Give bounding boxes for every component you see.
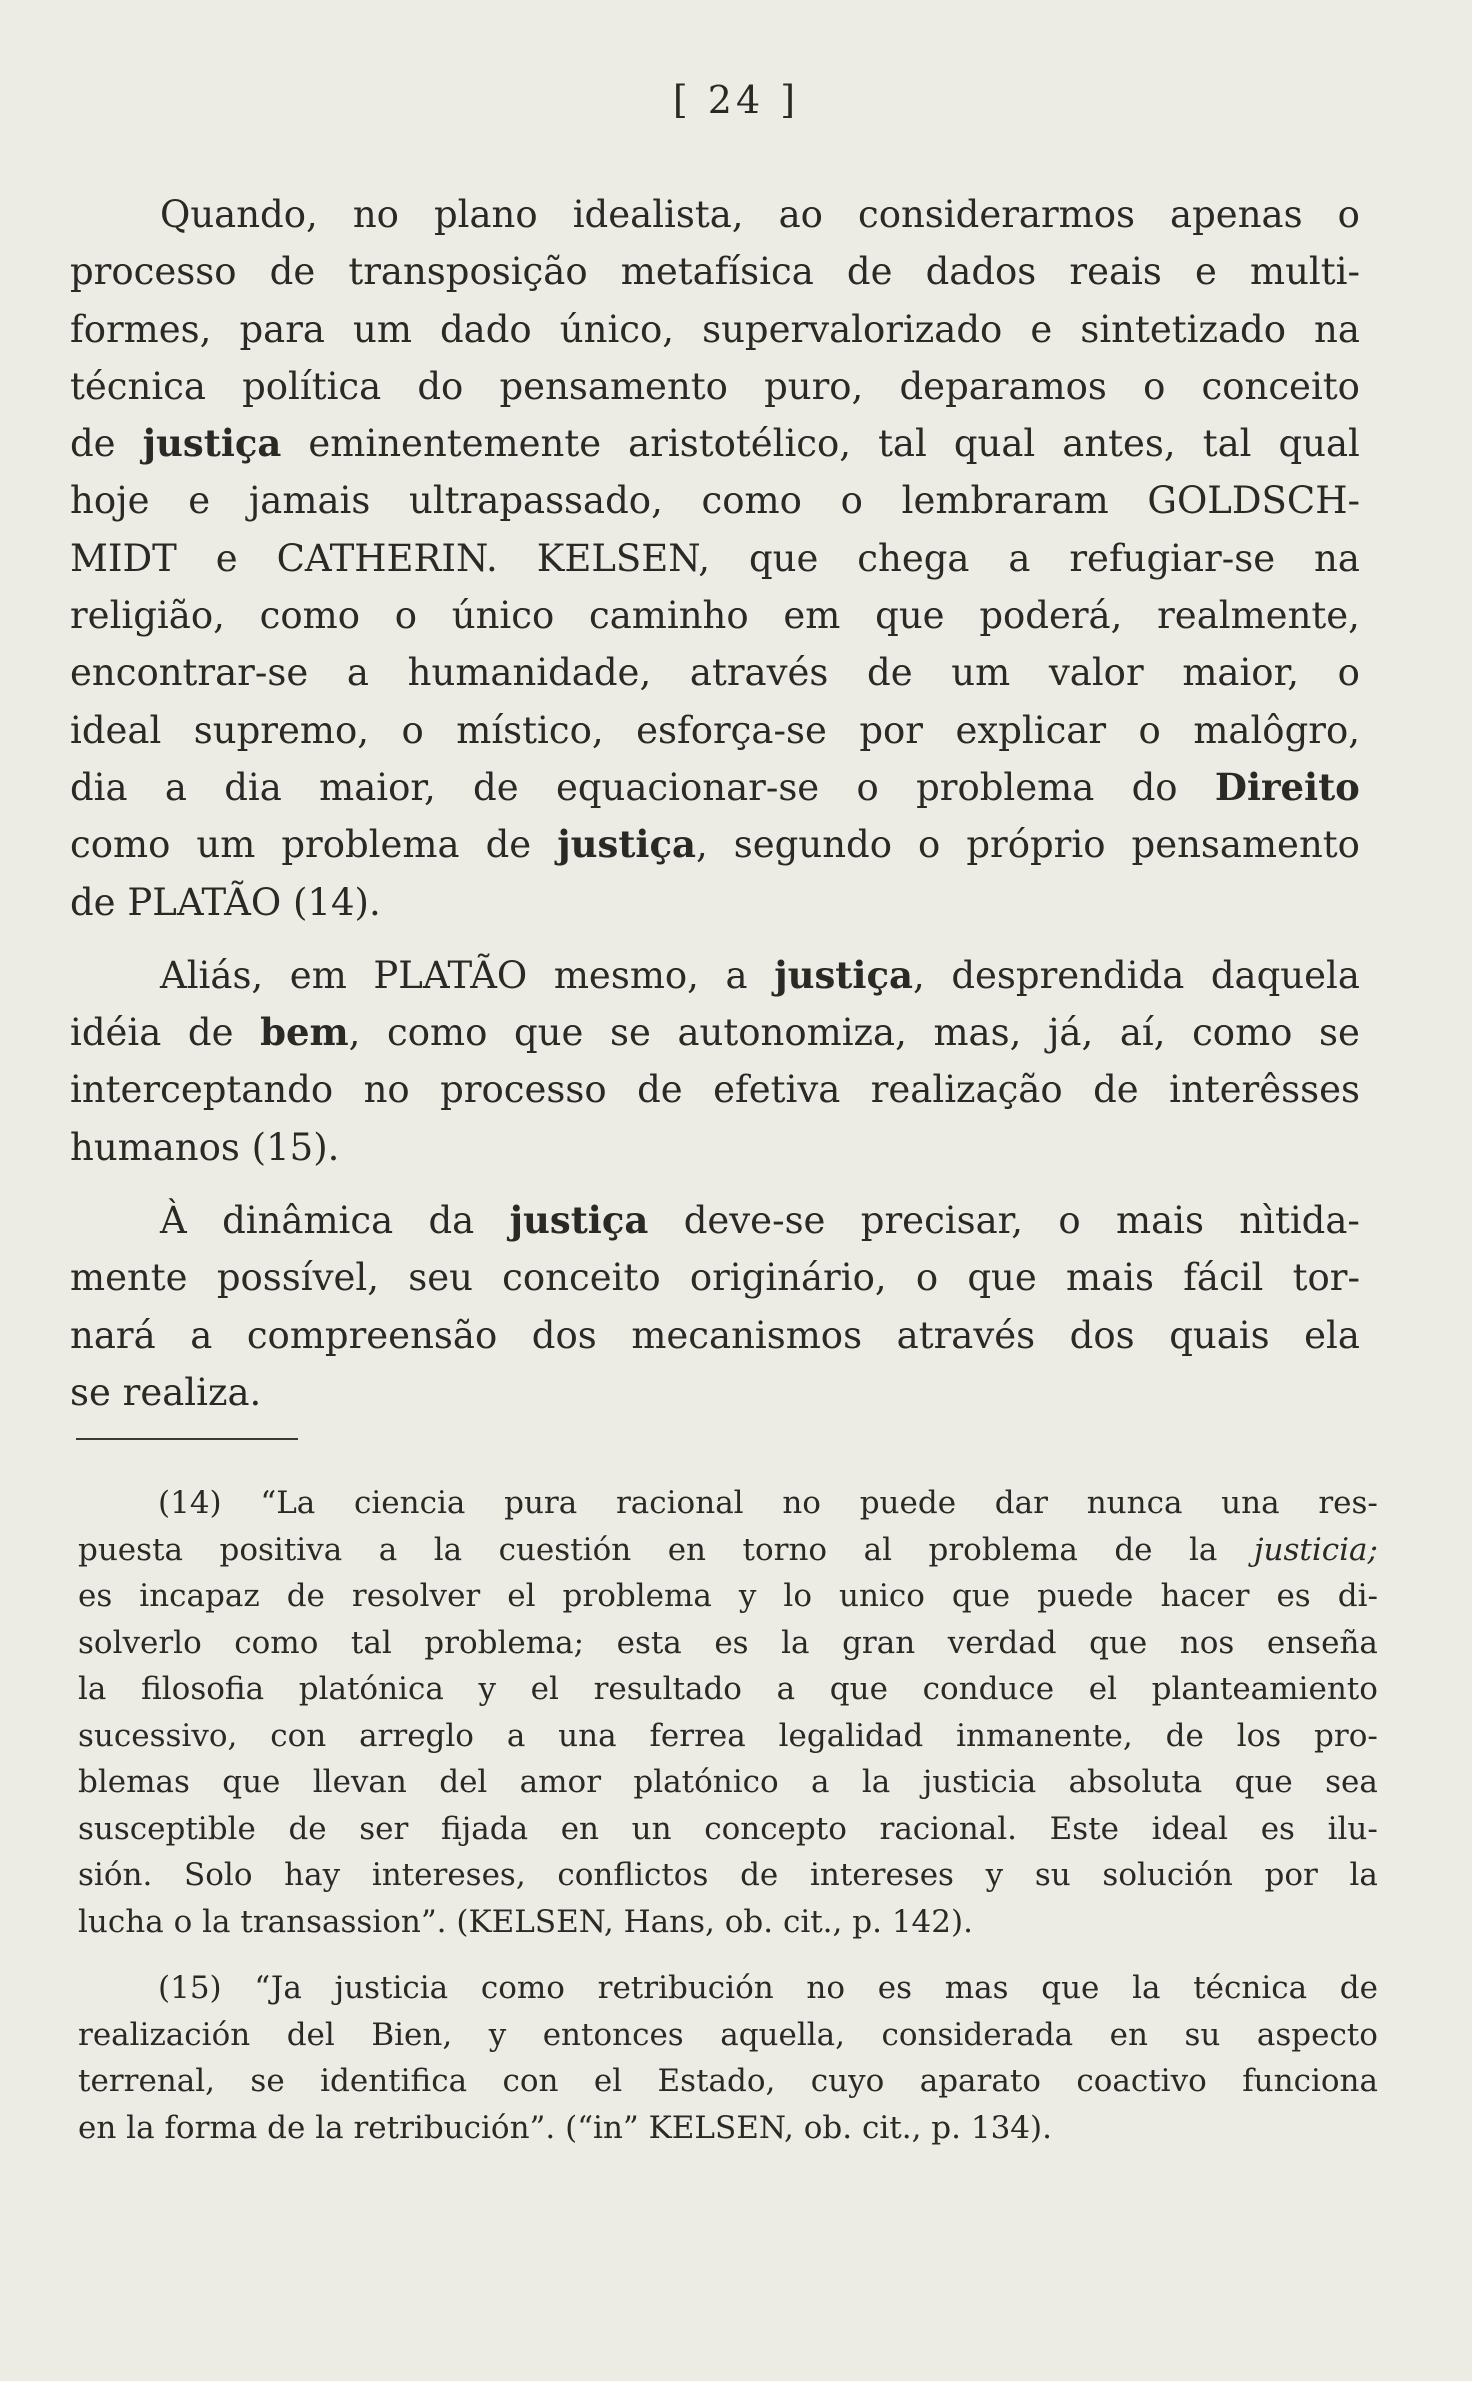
text-line: MIDT e CATHERIN. KELSEN, que chega a refugiar-se na <box>70 536 1360 580</box>
text-line: lucha o la transassion”. (KELSEN, Hans, ob. cit., p. 142). <box>78 1903 973 1940</box>
paragraph-3 <box>70 1192 1360 1421</box>
text-line: religião, como o único caminho em que poderá, realmente, <box>70 594 1360 638</box>
text-line: es incapaz de resolver el problema y lo unico que puede hacer es di- <box>78 1578 1378 1614</box>
text-line: la filosofia platónica y el resultado a que conduce el planteamiento <box>78 1671 1378 1707</box>
footnote-15 <box>78 1965 1378 2151</box>
text-line: processo de transposição metafísica de dados reais e multi- <box>70 250 1360 294</box>
text-line: mente possível, seu conceito originário, o que mais fácil tor- <box>70 1256 1360 1300</box>
text-line: formes, para um dado único, supervalorizado e sintetizado na <box>70 307 1360 351</box>
text-line: solverlo como tal problema; esta es la gran verdad que nos enseña <box>78 1624 1378 1661</box>
page-number: [ 24 ] <box>672 78 800 122</box>
paragraph-2 <box>70 947 1360 1176</box>
text-line: puesta positiva a la cuestión en torno al problema de la justicia; <box>78 1531 1378 1568</box>
text-line: se realiza. <box>70 1370 262 1414</box>
text-line: sión. Solo hay intereses, conflictos de intereses y su solución por la <box>78 1857 1378 1893</box>
text-line: (14) “La ciencia pura racional no puede dar nunca una res- <box>158 1485 1378 1521</box>
text-line: Aliás, em PLATÃO mesmo, a justiça, desprendida daquela <box>160 952 1360 997</box>
text-line: de PLATÃO (14). <box>70 880 381 924</box>
text-line: dia a dia maior, de equacionar-se o problema do Direito <box>70 764 1360 809</box>
text-line: ideal supremo, o místico, esforça-se por explicar o malôgro, <box>70 708 1360 752</box>
text-line: en la forma de la retribución”. (“in” KELSEN, ob. cit., p. 134). <box>78 2109 1052 2146</box>
text-line: (15) “Ja justicia como retribución no es mas que la técnica de <box>158 1970 1378 2006</box>
text-line: como um problema de justiça, segundo o próprio pensamento <box>70 822 1360 867</box>
text-line: idéia de bem, como que se autonomiza, mas, já, aí, como se <box>70 1010 1360 1055</box>
text-line: encontrar-se a humanidade, através de um valor maior, o <box>70 651 1360 695</box>
text-line: terrenal, se identifica con el Estado, cuyo aparato coactivo funciona <box>78 2063 1378 2099</box>
paragraph-1 <box>70 186 1360 931</box>
text-line: técnica política do pensamento puro, deparamos o conceito <box>70 364 1360 408</box>
text-line: hoje e jamais ultrapassado, como o lembraram GOLDSCH- <box>70 479 1360 523</box>
text-line: À dinâmica da justiça deve-se precisar, o mais nìtida- <box>160 1198 1360 1243</box>
text-line: susceptible de ser fijada en un concepto racional. Este ideal es ilu- <box>78 1810 1378 1847</box>
text-line: blemas que llevan del amor platónico a la justicia absoluta que sea <box>78 1764 1378 1800</box>
text-line: Quando, no plano idealista, ao considerarmos apenas o <box>160 193 1360 236</box>
text-line: de justiça eminentemente aristotélico, tal qual antes, tal qual <box>70 421 1360 466</box>
text-line: humanos (15). <box>70 1125 340 1169</box>
text-line: realización del Bien, y entonces aquella, considerada en su aspecto <box>78 2016 1378 2053</box>
footnote-divider <box>76 1438 298 1440</box>
text-line: sucessivo, con arreglo a una ferrea legalidad inmanente, de los pro- <box>78 1717 1378 1754</box>
text-line: nará a compreensão dos mecanismos através dos quais ela <box>70 1313 1360 1357</box>
text-line: interceptando no processo de efetiva realização de interêsses <box>70 1068 1360 1112</box>
main-text <box>70 186 1360 1421</box>
footnote-14 <box>78 1480 1378 1945</box>
footnotes <box>78 1480 1378 2151</box>
